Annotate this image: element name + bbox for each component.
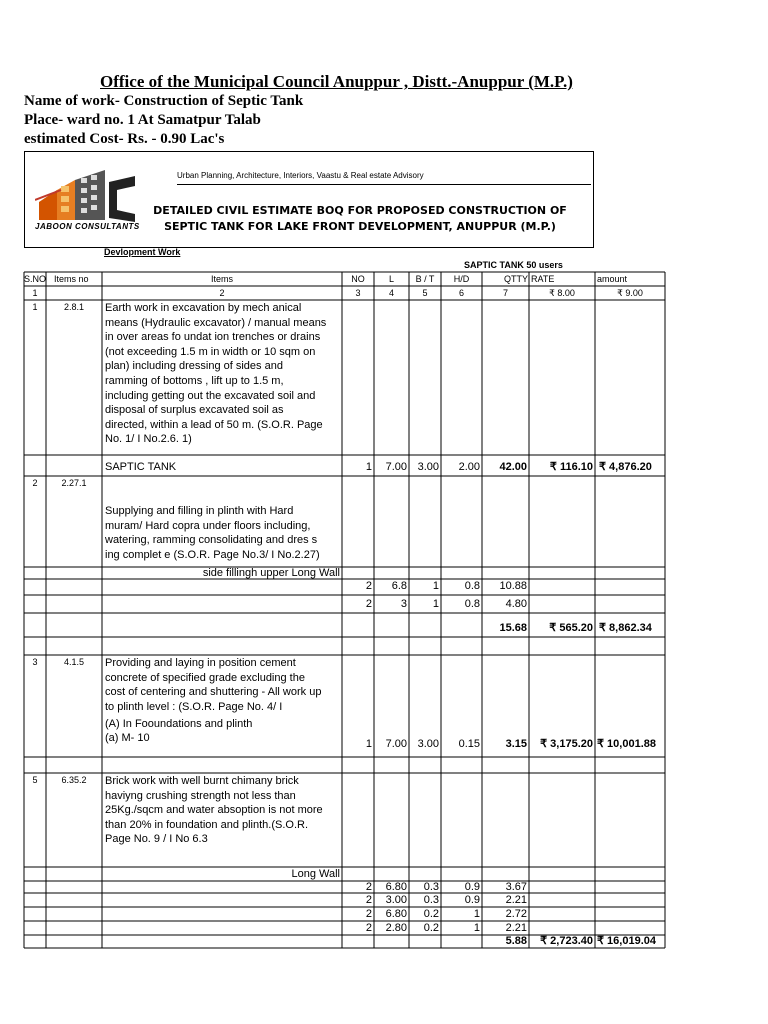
item-1-qtty: 42.00: [499, 461, 527, 473]
col-header-l: L: [388, 274, 394, 284]
item-2-row-1-qtty: 10.88: [499, 580, 527, 592]
item-3-sno: 3: [32, 657, 38, 667]
name-of-work: Name of work- Construction of Septic Tank: [24, 93, 304, 109]
item-5-row-4-qtty: 2.21: [505, 922, 527, 934]
item-5-row-3-l: 6.80: [385, 908, 407, 920]
item-5-row-4-no: 2: [365, 922, 372, 934]
section-label: Devlopment Work: [104, 247, 181, 257]
item-5-row-2-no: 2: [365, 894, 372, 906]
item-3-description: Providing and laying in position cement concrete of specified grade excluding the cost of centering and shuttering - All work up to plinth level : (S.O.R. Page No. 4/ I: [105, 657, 322, 713]
place: Place- ward no. 1 At Samatpur Talab: [24, 112, 261, 128]
item-2-total-amount: ₹ 8,862.34: [599, 622, 652, 634]
item-5-row-4-hd: 1: [473, 922, 480, 934]
col-header-sno: S.NO: [23, 274, 46, 284]
item-3-l: 7.00: [385, 738, 407, 750]
item-1-no: 1: [365, 461, 372, 473]
item-3-code: 4.1.5: [63, 657, 85, 667]
col-header-items-no: Items no: [54, 274, 89, 284]
item-2-row-2-hd: 0.8: [464, 598, 480, 610]
item-2-row-2-bt: 1: [432, 598, 439, 610]
item-3-sub-label-b: (a) M- 10: [105, 732, 150, 744]
item-5-sub-label: Long Wall: [291, 868, 340, 880]
col-header-qtty: QTTY: [504, 274, 528, 284]
item-2-row-1-bt: 1: [432, 580, 439, 592]
item-5-row-4-bt: 0.2: [423, 922, 439, 934]
col-header-hd: H/D: [453, 274, 470, 284]
item-3-rate: ₹ 3,175.20: [540, 738, 593, 750]
page-title: Office of the Municipal Council Anuppur , Distt.-Anuppur (M.P.): [100, 72, 573, 91]
col-number-rate: ₹ 8.00: [549, 288, 575, 298]
users-label: SAPTIC TANK 50 users: [464, 260, 563, 270]
item-5-row-1-hd: 0.9: [464, 881, 480, 893]
item-2-row-2-l: 3: [400, 598, 407, 610]
item-5-total-qtty: 5.88: [505, 935, 527, 947]
boq-title-line1: DETAILED CIVIL ESTIMATE BOQ FOR PROPOSED CONSTRUCTION OF: [153, 204, 567, 217]
item-2-total-qtty: 15.68: [499, 622, 527, 634]
item-5-row-3-bt: 0.2: [423, 908, 439, 920]
item-3-hd: 0.15: [458, 738, 480, 750]
item-5-total-rate: ₹ 2,723.40: [540, 935, 593, 947]
item-3-amount: ₹ 10,001.88: [597, 738, 656, 750]
item-2-row-1-no: 2: [365, 580, 372, 592]
item-5-row-2-l: 3.00: [385, 894, 407, 906]
item-5-total-amount: ₹ 16,019.04: [597, 935, 656, 947]
item-2-total-rate: ₹ 565.20: [549, 622, 593, 634]
item-5-row-2-qtty: 2.21: [505, 894, 527, 906]
item-2-sub-label: side fillingh upper Long Wall: [202, 567, 340, 579]
item-5-row-1-bt: 0.3: [423, 881, 439, 893]
col-number-no: 3: [355, 288, 361, 298]
col-number-amount: ₹ 9.00: [617, 288, 643, 298]
item-5-code: 6.35.2: [61, 775, 87, 785]
item-5-row-3-qtty: 2.72: [505, 908, 527, 920]
item-5-row-2-hd: 0.9: [464, 894, 480, 906]
col-number-sno: 1: [32, 288, 38, 298]
col-header-items: Items: [210, 274, 233, 284]
item-1-hd: 2.00: [458, 461, 480, 473]
item-3-sub-label-a: (A) In Fooundations and plinth: [105, 718, 253, 730]
item-3-no: 1: [365, 738, 372, 750]
item-5-row-1-no: 2: [365, 881, 372, 893]
col-number-l: 4: [388, 288, 394, 298]
item-5-description: Brick work with well burnt chimany brick haviyng crushing strength not less than 25Kg./sqcm and water absoption is not more than 20% in foundation and plinth.(S.O.R. Page No. 9 / I No 6.3: [105, 775, 323, 846]
item-2-description: Supplying and filling in plinth with Hard muram/ Hard copra under floors including, watering, ramming consolidating and dres s ing complet e (S.O.R. Page No.3/ I No.2.27): [105, 505, 320, 561]
col-header-no: NO: [351, 274, 365, 284]
item-1-l: 7.00: [385, 461, 407, 473]
col-number-items: 2: [219, 288, 225, 298]
item-1-code: 2.8.1: [63, 302, 85, 312]
estimated-cost: estimated Cost- Rs. - 0.90 Lac's: [24, 131, 225, 147]
item-5-sno: 5: [32, 775, 38, 785]
item-2-row-2-qtty: 4.80: [505, 598, 527, 610]
boq-title-line2: SEPTIC TANK FOR LAKE FRONT DEVELOPMENT, ANUPPUR (M.P.): [164, 220, 556, 233]
item-3-qtty: 3.15: [505, 738, 527, 750]
col-number-hd: 6: [458, 288, 464, 298]
item-3-bt: 3.00: [417, 738, 439, 750]
item-5-row-2-bt: 0.3: [423, 894, 439, 906]
logo-text: JABOON CONSULTANTS: [35, 222, 140, 231]
item-5-row-3-no: 2: [365, 908, 372, 920]
item-1-sub-label: SAPTIC TANK: [105, 461, 177, 473]
item-2-row-2-no: 2: [365, 598, 372, 610]
item-2-row-1-hd: 0.8: [464, 580, 480, 592]
col-header-amount: amount: [597, 274, 628, 284]
col-number-qtty: 7: [502, 288, 508, 298]
item-2-code: 2.27.1: [61, 478, 87, 488]
item-1-sno: 1: [32, 302, 38, 312]
col-number-bt: 5: [422, 288, 428, 298]
item-2-sno: 2: [32, 478, 38, 488]
tagline: Urban Planning, Architecture, Interiors, Vaastu & Real estate Advisory: [177, 171, 424, 180]
item-5-row-1-l: 6.80: [385, 881, 407, 893]
item-5-row-4-l: 2.80: [385, 922, 407, 934]
item-1-bt: 3.00: [417, 461, 439, 473]
item-5-row-1-qtty: 3.67: [505, 881, 527, 893]
item-1-rate: ₹ 116.10: [549, 461, 593, 473]
item-1-description: Earth work in excavation by mech anical means (Hydraulic excavator) / manual means in over areas fo undat ion trenches or drains (not exceeding 1.5 m in width or 10 sqm on plan) including dressing of sides and ramming of bottoms , lift up to 1.5 m, including getting out the excavated soil and disposal of surplus excavated soil as directed, within a lead of 50 m. (S.O.R. Page No. 1/ I No.2.6. 1): [105, 302, 327, 446]
item-5-row-3-hd: 1: [473, 908, 480, 920]
col-header-bt: B / T: [415, 274, 435, 284]
col-header-rate: RATE: [531, 274, 555, 284]
item-1-amount: ₹ 4,876.20: [599, 461, 652, 473]
item-2-row-1-l: 6.8: [391, 580, 407, 592]
